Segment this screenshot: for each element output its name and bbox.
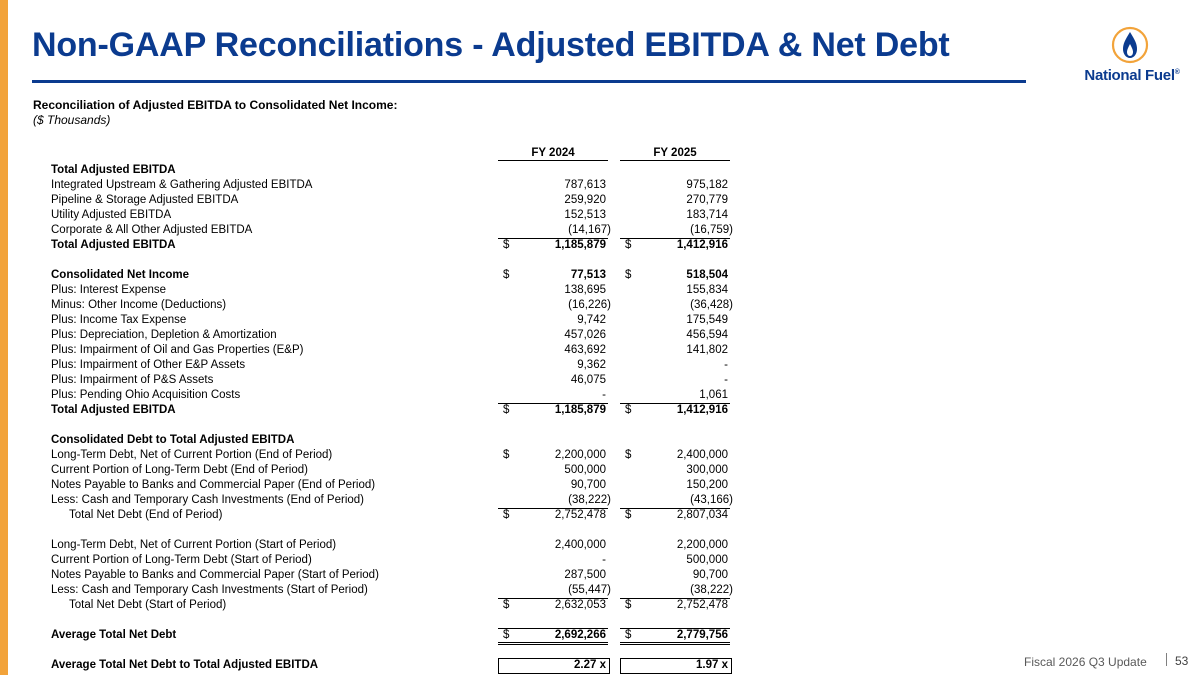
table-row — [0, 358, 1200, 373]
table-row — [0, 208, 1200, 223]
row-label: Plus: Impairment of Other E&P Assets — [51, 359, 246, 371]
row-label: Average Total Net Debt — [51, 629, 177, 641]
currency-symbol: $ — [503, 269, 510, 281]
value-fy2024: (55,447) — [568, 584, 611, 596]
value-fy2025: 300,000 — [686, 464, 728, 476]
table-row — [0, 313, 1200, 328]
value-fy2024: 287,500 — [564, 569, 606, 581]
table-row — [0, 538, 1200, 553]
value-fy2024: 457,026 — [564, 329, 606, 341]
total-rule — [620, 508, 730, 509]
value-fy2025: - — [724, 374, 728, 386]
row-label: Integrated Upstream & Gathering Adjusted EBITDA — [51, 179, 313, 191]
footer-divider — [1166, 653, 1167, 666]
value-fy2024: (16,226) — [568, 299, 611, 311]
value-fy2024: 2,752,478 — [554, 509, 606, 521]
value-fy2025: (16,759) — [690, 224, 733, 236]
table-subtitle: Reconciliation of Adjusted EBITDA to Consolidated Net Income: — [33, 98, 398, 112]
column-header-fy2024: FY 2024 — [498, 147, 608, 161]
value-fy2024: 152,513 — [564, 209, 606, 221]
section-spacer — [0, 418, 1200, 433]
table-row — [0, 508, 1200, 523]
value-fy2024: 90,700 — [570, 479, 606, 491]
value-fy2025: 2,400,000 — [676, 449, 728, 461]
table-row — [0, 463, 1200, 478]
value-fy2024: 463,692 — [564, 344, 606, 356]
row-label: Long-Term Debt, Net of Current Portion (End of Period) — [51, 449, 333, 461]
table-row — [0, 493, 1200, 508]
row-label: Less: Cash and Temporary Cash Investments (End of Period) — [51, 494, 364, 506]
row-label: Total Net Debt (End of Period) — [69, 509, 223, 521]
flame-logo-icon — [1111, 26, 1149, 64]
table-row — [0, 628, 1200, 643]
table-row — [0, 433, 1200, 448]
table-row — [0, 343, 1200, 358]
value-fy2024: 138,695 — [564, 284, 606, 296]
row-label: Plus: Impairment of P&S Assets — [51, 374, 214, 386]
title-underline — [32, 80, 1026, 83]
ratio-box — [620, 658, 732, 674]
row-label: Plus: Impairment of Oil and Gas Properties (E&P) — [51, 344, 304, 356]
value-fy2025: 175,549 — [686, 314, 728, 326]
value-fy2024: (14,167) — [568, 224, 611, 236]
value-fy2025: (36,428) — [690, 299, 733, 311]
currency-symbol: $ — [503, 239, 510, 251]
row-label: Notes Payable to Banks and Commercial Paper (End of Period) — [51, 479, 376, 491]
row-label: Total Net Debt (Start of Period) — [69, 599, 227, 611]
row-label: Corporate & All Other Adjusted EBITDA — [51, 224, 253, 236]
table-row — [0, 598, 1200, 613]
table-row — [0, 403, 1200, 418]
section-spacer — [0, 613, 1200, 628]
row-label: Current Portion of Long-Term Debt (End of Period) — [51, 464, 308, 476]
row-label: Long-Term Debt, Net of Current Portion (Start of Period) — [51, 539, 337, 551]
value-fy2025: (43,166) — [690, 494, 733, 506]
value-fy2024: 2.27 x — [574, 659, 606, 671]
currency-symbol: $ — [625, 449, 632, 461]
row-label: Total Adjusted EBITDA — [51, 239, 176, 251]
value-fy2024: 1,185,879 — [554, 404, 606, 416]
value-fy2024: 46,075 — [570, 374, 606, 386]
total-rule — [498, 238, 608, 239]
table-row — [0, 388, 1200, 403]
total-rule — [620, 403, 730, 404]
currency-symbol: $ — [625, 509, 632, 521]
row-label: Average Total Net Debt to Total Adjusted EBITDA — [51, 659, 319, 671]
logo-text: National Fuel® — [1084, 67, 1180, 84]
page-title: Non-GAAP Reconciliations - Adjusted EBITDA & Net Debt — [32, 26, 950, 64]
value-fy2024: 2,400,000 — [554, 539, 606, 551]
double-rule — [498, 642, 608, 643]
value-fy2024: - — [602, 389, 606, 401]
reconciliation-table — [0, 163, 1200, 673]
table-row — [0, 448, 1200, 463]
table-row — [0, 268, 1200, 283]
value-fy2024: 9,742 — [577, 314, 606, 326]
value-fy2025: 90,700 — [692, 569, 728, 581]
value-fy2024: 2,200,000 — [554, 449, 606, 461]
total-rule — [498, 403, 608, 404]
row-label: Less: Cash and Temporary Cash Investments (Start of Period) — [51, 584, 368, 596]
value-fy2025: 1.97 x — [696, 659, 728, 671]
page-number: 53 — [1175, 654, 1189, 668]
value-fy2024: 1,185,879 — [554, 239, 606, 251]
row-label: Total Adjusted EBITDA — [51, 404, 176, 416]
currency-symbol: $ — [625, 269, 632, 281]
column-header-fy2025: FY 2025 — [620, 147, 730, 161]
section-spacer — [0, 523, 1200, 538]
table-row — [0, 283, 1200, 298]
value-fy2025: 2,200,000 — [676, 539, 728, 551]
total-rule — [620, 628, 730, 629]
table-row — [0, 658, 1200, 673]
value-fy2025: 456,594 — [686, 329, 728, 341]
row-label: Plus: Pending Ohio Acquisition Costs — [51, 389, 241, 401]
row-label: Pipeline & Storage Adjusted EBITDA — [51, 194, 239, 206]
value-fy2025: 2,779,756 — [676, 629, 728, 641]
value-fy2025: 1,412,916 — [676, 239, 728, 251]
row-label: Minus: Other Income (Deductions) — [51, 299, 227, 311]
value-fy2024: 787,613 — [564, 179, 606, 191]
value-fy2024: 259,920 — [564, 194, 606, 206]
row-label: Notes Payable to Banks and Commercial Paper (Start of Period) — [51, 569, 379, 581]
table-row — [0, 553, 1200, 568]
table-row — [0, 568, 1200, 583]
currency-symbol: $ — [503, 509, 510, 521]
total-rule — [498, 628, 608, 629]
section-spacer — [0, 253, 1200, 268]
row-label: Current Portion of Long-Term Debt (Start of Period) — [51, 554, 312, 566]
footer-label: Fiscal 2026 Q3 Update — [1024, 655, 1147, 669]
double-rule — [620, 644, 730, 645]
value-fy2024: - — [602, 554, 606, 566]
table-row — [0, 178, 1200, 193]
row-label: Consolidated Net Income — [51, 269, 190, 281]
value-fy2025: 1,412,916 — [676, 404, 728, 416]
value-fy2024: 9,362 — [577, 359, 606, 371]
value-fy2025: 150,200 — [686, 479, 728, 491]
value-fy2025: (38,222) — [690, 584, 733, 596]
row-label: Plus: Interest Expense — [51, 284, 167, 296]
currency-symbol: $ — [503, 629, 510, 641]
value-fy2024: (38,222) — [568, 494, 611, 506]
row-label: Utility Adjusted EBITDA — [51, 209, 172, 221]
value-fy2025: 518,504 — [686, 269, 728, 281]
value-fy2024: 500,000 — [564, 464, 606, 476]
section-spacer — [0, 643, 1200, 658]
table-row — [0, 223, 1200, 238]
table-row — [0, 163, 1200, 178]
value-fy2024: 2,692,266 — [554, 629, 606, 641]
table-row — [0, 298, 1200, 313]
value-fy2025: 1,061 — [699, 389, 728, 401]
table-row — [0, 238, 1200, 253]
row-label: Plus: Income Tax Expense — [51, 314, 187, 326]
value-fy2025: 2,807,034 — [676, 509, 728, 521]
currency-symbol: $ — [625, 599, 632, 611]
row-label: Total Adjusted EBITDA — [51, 164, 176, 176]
ratio-box — [498, 658, 610, 674]
currency-symbol: $ — [625, 404, 632, 416]
value-fy2024: 2,632,053 — [554, 599, 606, 611]
currency-symbol: $ — [625, 629, 632, 641]
currency-symbol: $ — [503, 599, 510, 611]
total-rule — [620, 238, 730, 239]
currency-symbol: $ — [625, 239, 632, 251]
double-rule — [498, 644, 608, 645]
total-rule — [498, 598, 608, 599]
national-fuel-logo — [1074, 26, 1190, 86]
table-row — [0, 583, 1200, 598]
value-fy2025: - — [724, 359, 728, 371]
value-fy2025: 141,802 — [686, 344, 728, 356]
table-units: ($ Thousands) — [33, 113, 111, 127]
table-row — [0, 328, 1200, 343]
value-fy2025: 270,779 — [686, 194, 728, 206]
value-fy2025: 975,182 — [686, 179, 728, 191]
currency-symbol: $ — [503, 404, 510, 416]
total-rule — [620, 598, 730, 599]
row-label: Consolidated Debt to Total Adjusted EBITDA — [51, 434, 295, 446]
value-fy2025: 183,714 — [686, 209, 728, 221]
table-row — [0, 193, 1200, 208]
table-row — [0, 478, 1200, 493]
value-fy2025: 500,000 — [686, 554, 728, 566]
currency-symbol: $ — [503, 449, 510, 461]
row-label: Plus: Depreciation, Depletion & Amortization — [51, 329, 277, 341]
table-row — [0, 373, 1200, 388]
double-rule — [620, 642, 730, 643]
value-fy2025: 2,752,478 — [676, 599, 728, 611]
total-rule — [498, 508, 608, 509]
value-fy2025: 155,834 — [686, 284, 728, 296]
value-fy2024: 77,513 — [570, 269, 606, 281]
